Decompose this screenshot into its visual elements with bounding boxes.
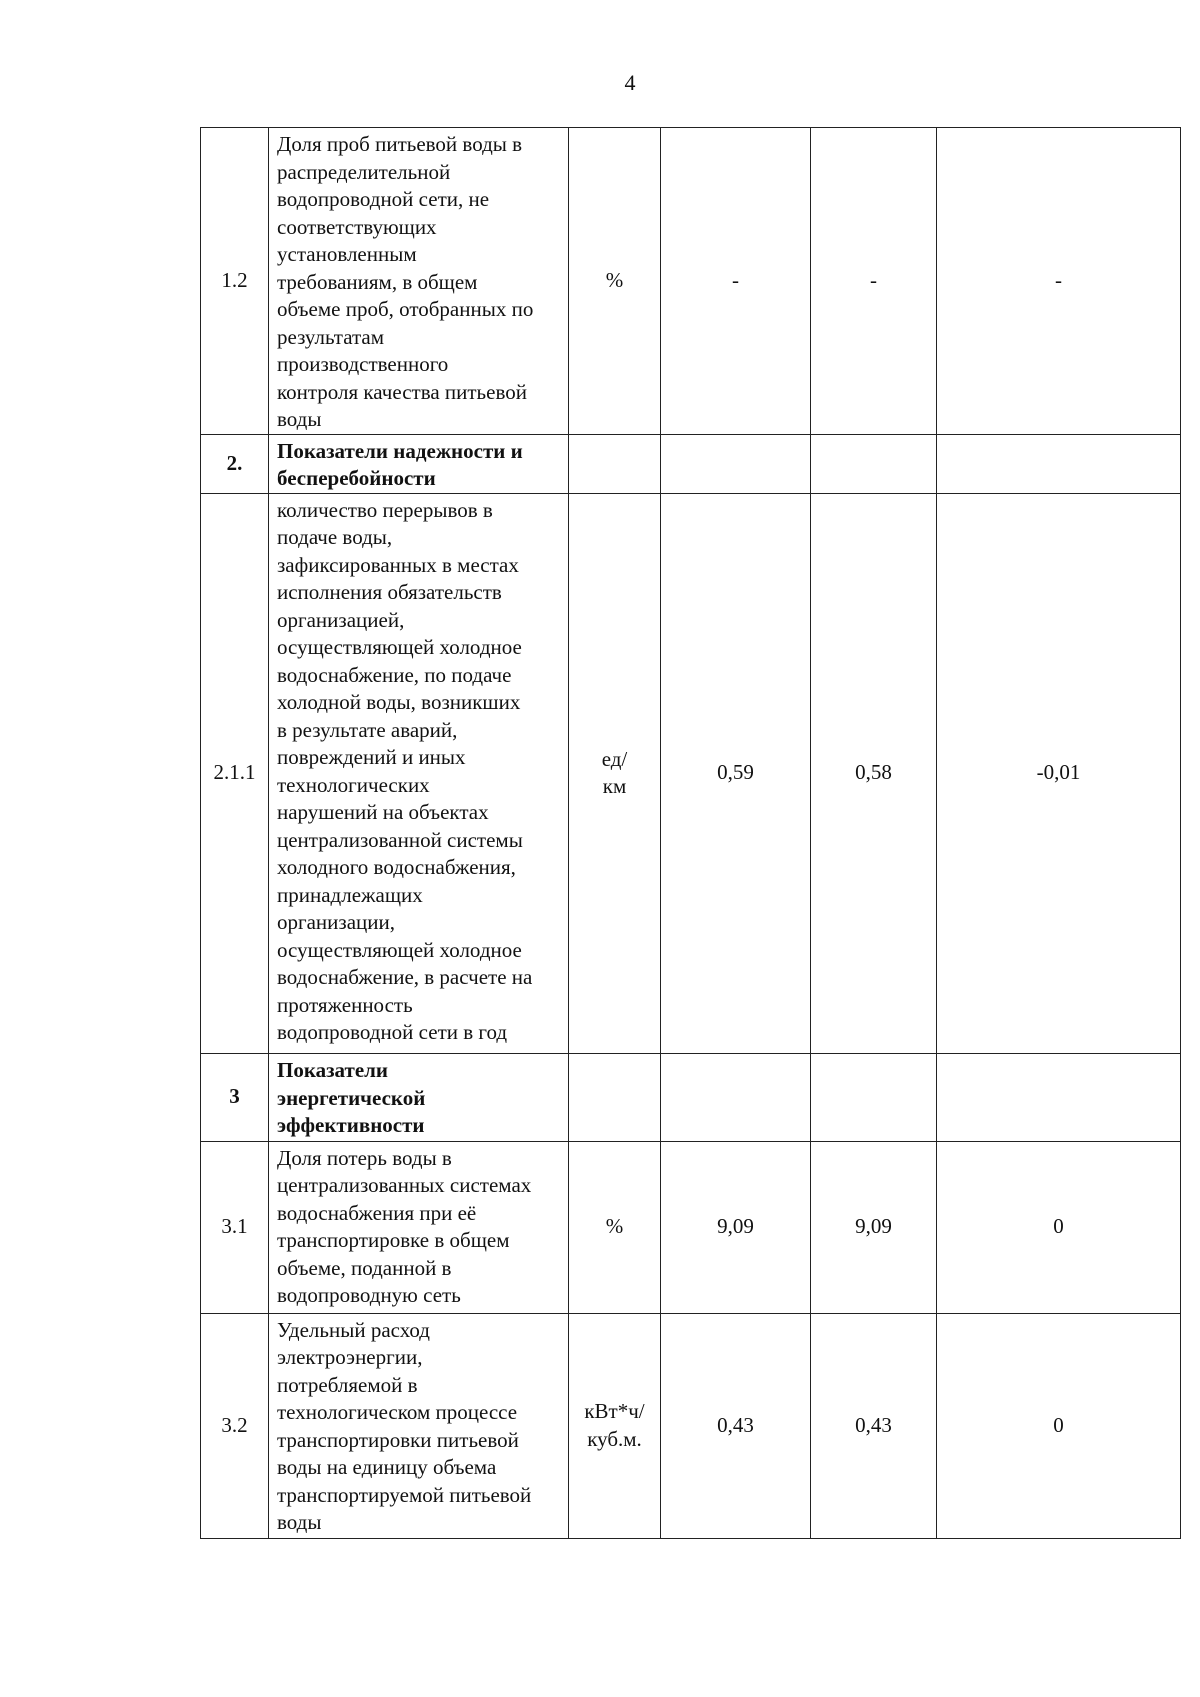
section-title: Показатели надежности и бесперебойности	[269, 434, 569, 493]
value-cell	[661, 434, 811, 493]
row-number: 3	[201, 1053, 269, 1141]
value-cell: 0	[937, 1141, 1181, 1313]
unit-cell	[569, 1053, 661, 1141]
section-row	[201, 1053, 1181, 1141]
unit-cell: кВт*ч/ куб.м.	[569, 1313, 661, 1538]
value-cell: 9,09	[661, 1141, 811, 1313]
indicator-name: Доля проб питьевой воды в распределительной водопроводной сети, не соответствующих установленным требованиям, в общем объеме проб, отобранных по результатам производственного контроля качества питьевой воды	[269, 128, 569, 435]
value-cell	[811, 1053, 937, 1141]
section-row	[201, 434, 1181, 493]
value-cell: -0,01	[937, 493, 1181, 1053]
value-cell	[661, 1053, 811, 1141]
table-row	[201, 128, 1181, 435]
table-row	[201, 1313, 1181, 1538]
value-cell: 9,09	[811, 1141, 937, 1313]
unit-cell: ед/ км	[569, 493, 661, 1053]
indicators-table	[200, 127, 1181, 1539]
value-cell: 0	[937, 1313, 1181, 1538]
unit-cell	[569, 434, 661, 493]
value-cell: -	[661, 128, 811, 435]
value-cell: 0,43	[661, 1313, 811, 1538]
value-cell: -	[811, 128, 937, 435]
row-number: 2.1.1	[201, 493, 269, 1053]
value-cell: 0,58	[811, 493, 937, 1053]
row-number: 3.1	[201, 1141, 269, 1313]
value-cell: 0,43	[811, 1313, 937, 1538]
value-cell: 0,59	[661, 493, 811, 1053]
indicator-name: количество перерывов в подаче воды, зафиксированных в местах исполнения обязательств организацией, осуществляющей холодное водоснабжение, по подаче холодной воды, возникших в результате аварий, повреждений и иных технологических нарушений на объектах централизованной системы холодного водоснабжения, принадлежащих организации, осуществляющей холодное водоснабжение, в расчете на протяженность водопроводной сети в год	[269, 493, 569, 1053]
value-cell	[937, 434, 1181, 493]
value-cell	[937, 1053, 1181, 1141]
indicator-name: Удельный расход электроэнергии, потребляемой в технологическом процессе транспортировки питьевой воды на единицу объема транспортируемой питьевой воды	[269, 1313, 569, 1538]
row-number: 2.	[201, 434, 269, 493]
value-cell	[811, 434, 937, 493]
table-row	[201, 1141, 1181, 1313]
unit-cell: %	[569, 128, 661, 435]
value-cell: -	[937, 128, 1181, 435]
indicator-name: Доля потерь воды в централизованных системах водоснабжения при её транспортировке в общем объеме, поданной в водопроводную сеть	[269, 1141, 569, 1313]
unit-cell: %	[569, 1141, 661, 1313]
table-row	[201, 493, 1181, 1053]
row-number: 1.2	[201, 128, 269, 435]
section-title: Показатели энергетической эффективности	[269, 1053, 569, 1141]
page-number: 4	[624, 70, 636, 95]
row-number: 3.2	[201, 1313, 269, 1538]
